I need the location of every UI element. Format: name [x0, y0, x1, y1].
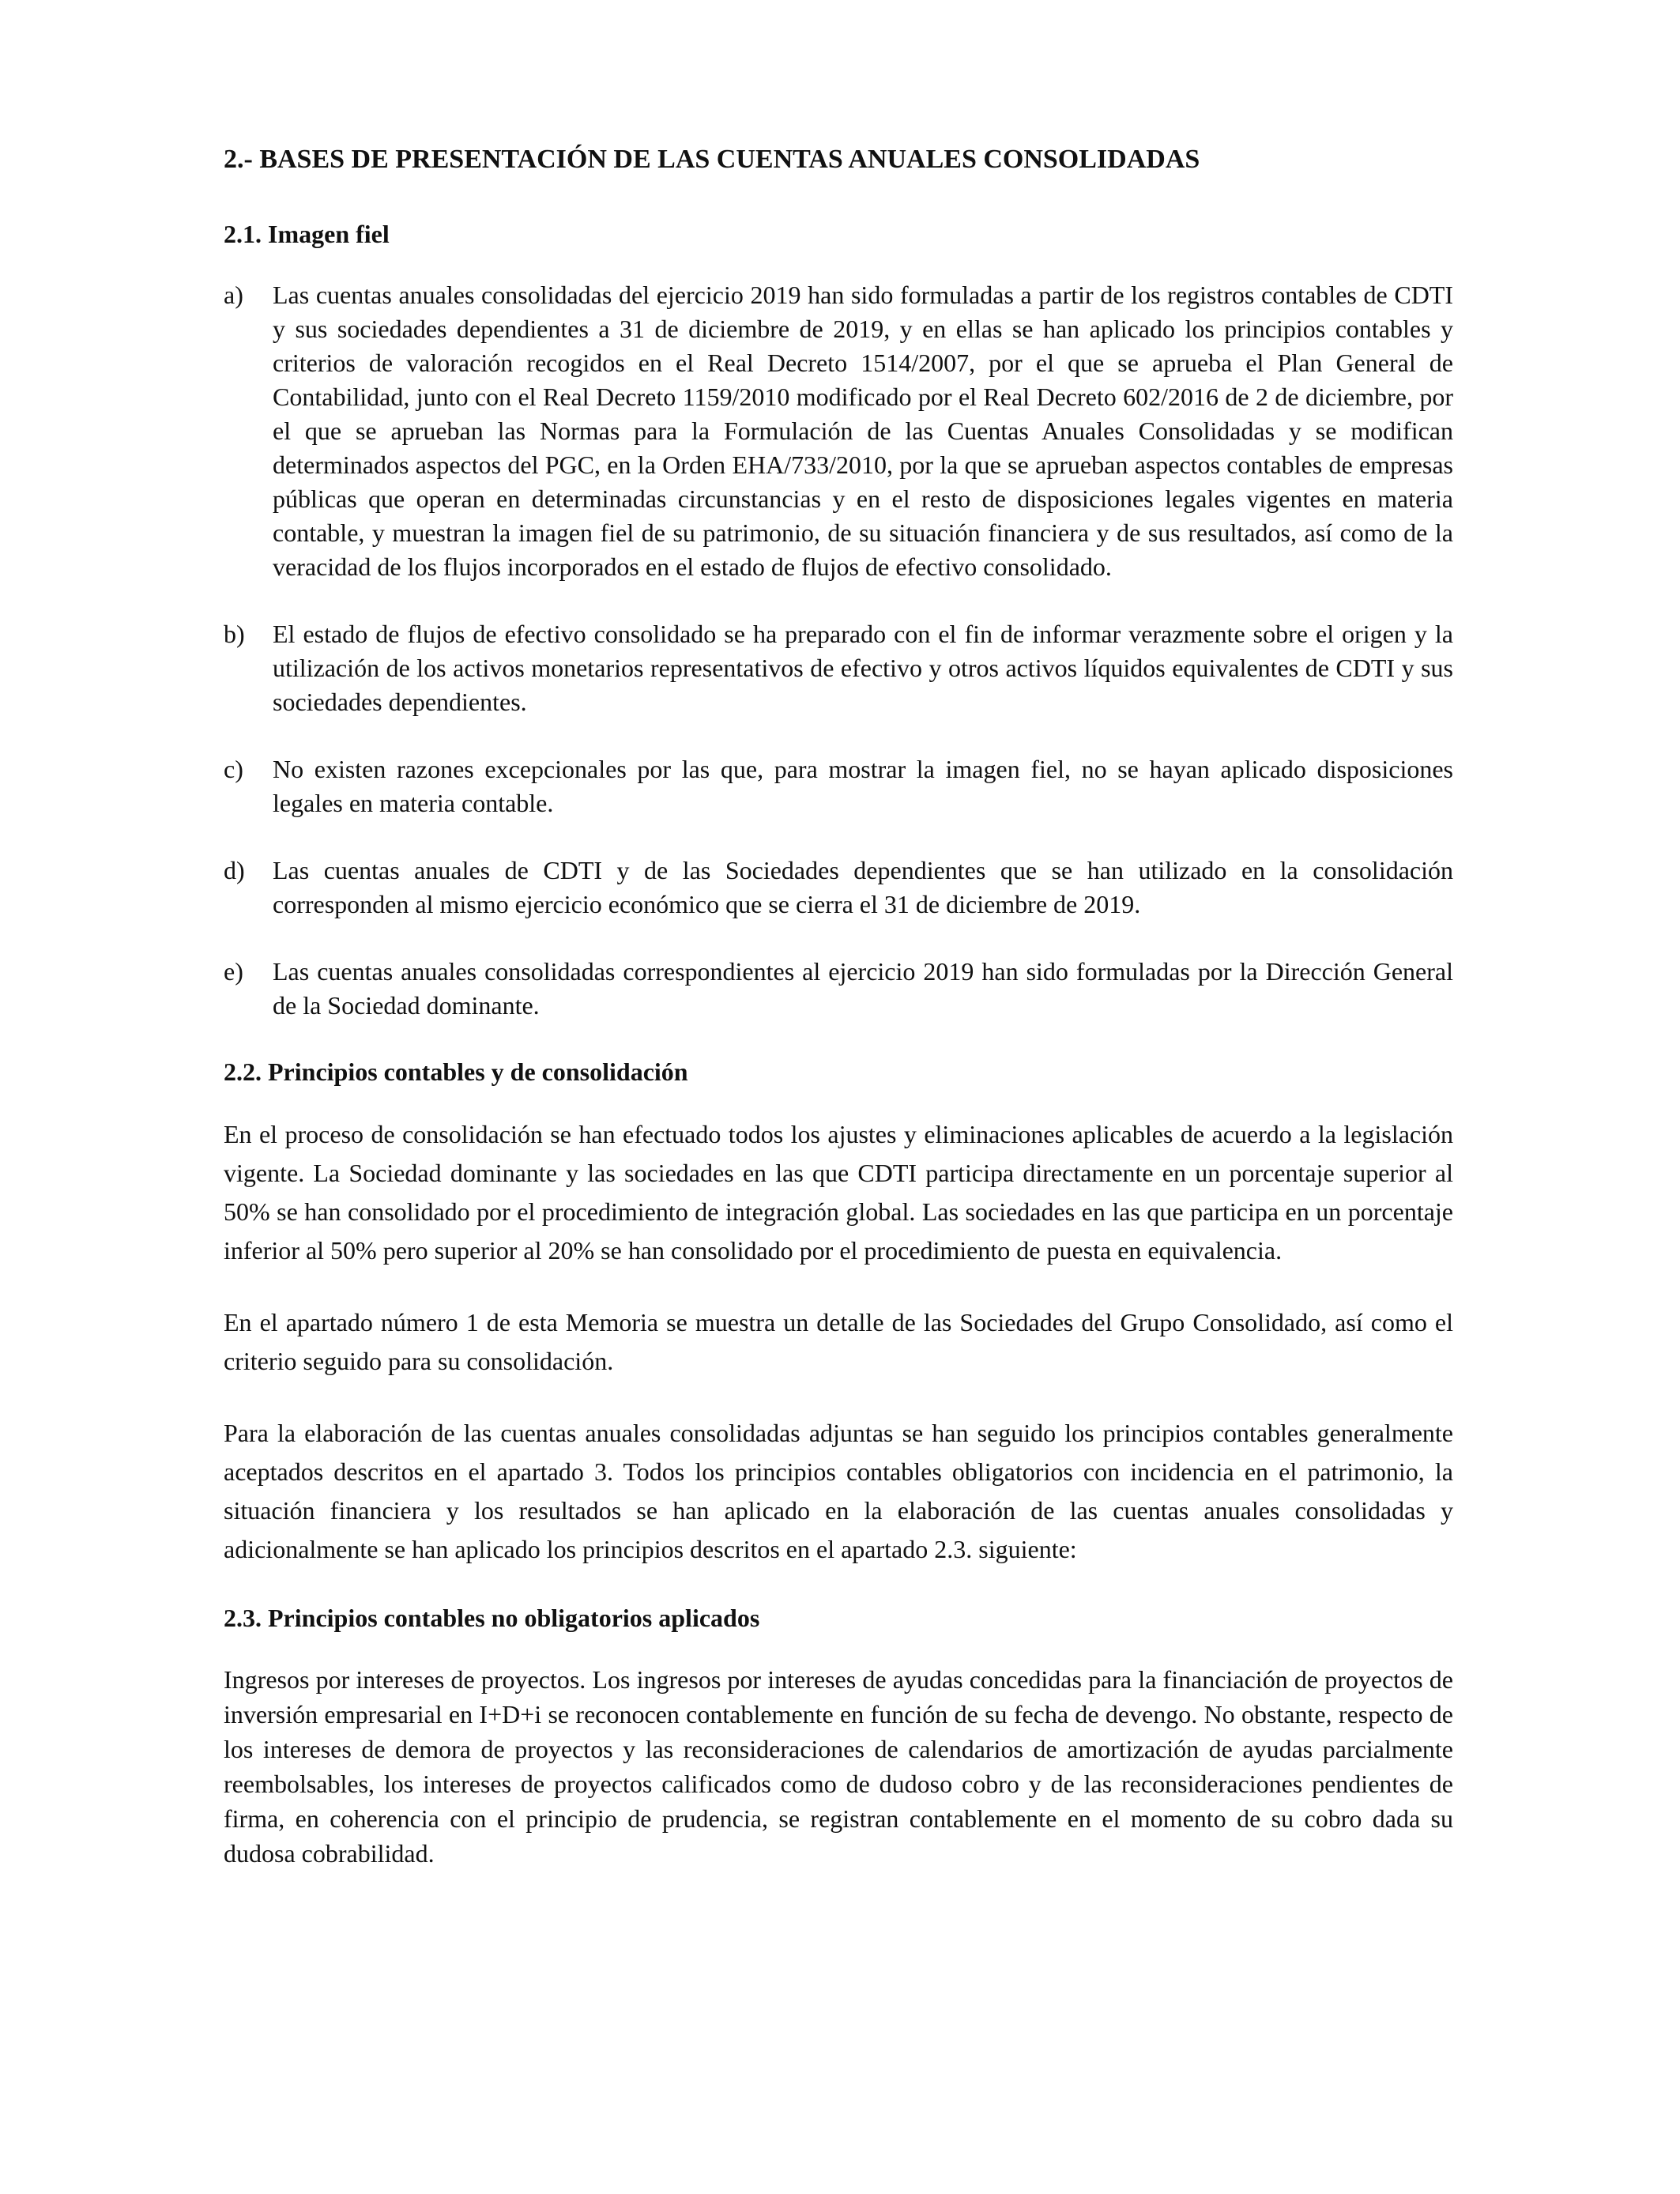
section-heading-principios-consolidacion: 2.2. Principios contables y de consolidación [224, 1057, 688, 1086]
list-item [224, 854, 1453, 922]
list-item-text: El estado de flujos de efectivo consolidado se ha preparado con el fin de informar verazmente sobre el origen y la utilización de los activos monetarios representativos de efectivo y otros activos líquidos equivalentes de CDTI y sus sociedades dependientes. [273, 619, 1453, 716]
list-item-text: No existen razones excepcionales por las que, para mostrar la imagen fiel, no se hayan aplicado disposiciones legales en materia contable. [273, 754, 1453, 817]
list-item-marker: a) [224, 280, 243, 309]
section-heading-imagen-fiel: 2.1. Imagen fiel [224, 220, 390, 249]
paragraph: En el apartado número 1 de esta Memoria se muestra un detalle de las Sociedades del Grupo Consolidado, así como el criterio seguido para su consolidación. [224, 1308, 1453, 1376]
list-item-marker: b) [224, 619, 245, 648]
list-item-marker: c) [224, 754, 243, 783]
list-item [224, 752, 1453, 820]
list-item-marker: e) [224, 956, 243, 986]
list-item [224, 955, 1453, 1023]
list-item-text: Las cuentas anuales de CDTI y de las Sociedades dependientes que se han utilizado en la consolidación corresponden al mismo ejercicio económico que se cierra el 31 de diciembre de 2019. [273, 855, 1453, 918]
list-item-text: Las cuentas anuales consolidadas del ejercicio 2019 han sido formuladas a partir de los registros contables de CDTI y sus sociedades dependientes a 31 de diciembre de 2019, y en ellas se han aplicado los principios contables y criterios de valoración recogidos en el Real Decreto 1514/2007, por el que se aprueba el Plan General de Contabilidad, junto con el Real Decreto 1159/2010 modificado por el Real Decreto 602/2016 de 2 de diciembre, por el que se aprueban las Normas para la Formulación de las Cuentas Anuales Consolidadas y se modifican determinados aspectos del PGC, en la Orden EHA/733/2010, por la que se aprueban aspectos contables de empresas públicas que operan en determinadas circunstancias y en el resto de disposiciones legales vigentes en materia contable, y muestran la imagen fiel de su patrimonio, de su situación financiera y de sus resultados, así como de la veracidad de los flujos incorporados en el estado de flujos de efectivo consolidado. [273, 280, 1453, 581]
section-heading-principios-no-obligatorios: 2.3. Principios contables no obligatorios aplicados [224, 1604, 760, 1633]
paragraph: En el proceso de consolidación se han efectuado todos los ajustes y eliminaciones aplicables de acuerdo a la legislación vigente. La Sociedad dominante y las sociedades en las que CDTI participa directamente en un porcentaje superior al 50% se han consolidado por el procedimiento de integración global. Las sociedades en las que participa en un porcentaje inferior al 50% pero superior al 20% se han consolidado por el procedimiento de puesta en equivalencia. [224, 1120, 1453, 1265]
paragraph: Ingresos por intereses de proyectos. Los ingresos por intereses de ayudas concedidas para la financiación de proyectos de inversión empresarial en I+D+i se reconocen contablemente en función de su fecha de devengo. No obstante, respecto de los intereses de demora de proyectos y las reconsideraciones de calendarios de amortización de ayudas parcialmente reembolsables, los intereses de proyectos calificados como de dudoso cobro y de las reconsideraciones pendientes de firma, en coherencia con el principio de prudencia, se registran contablemente en el momento de su cobro dada su dudosa cobrabilidad. [224, 1664, 1453, 1868]
list-item-text: Las cuentas anuales consolidadas correspondientes al ejercicio 2019 han sido formuladas por la Dirección General de la Sociedad dominante. [273, 956, 1453, 1020]
list-item-marker: d) [224, 855, 245, 884]
page-title: 2.- BASES DE PRESENTACIÓN DE LAS CUENTAS ANUALES CONSOLIDADAS [224, 145, 1200, 174]
list-item [224, 278, 1453, 584]
document-content [224, 142, 1453, 1904]
imagen-fiel-list [224, 278, 1453, 1023]
paragraph: Para la elaboración de las cuentas anuales consolidadas adjuntas se han seguido los principios contables generalmente aceptados descritos en el apartado 3. Todos los principios contables obligatorios con incidencia en el patrimonio, la situación financiera y los resultados se han aplicado en la elaboración de las cuentas anuales consolidadas y adicionalmente se han aplicado los principios descritos en el apartado 2.3. siguiente: [224, 1419, 1453, 1564]
list-item [224, 617, 1453, 719]
